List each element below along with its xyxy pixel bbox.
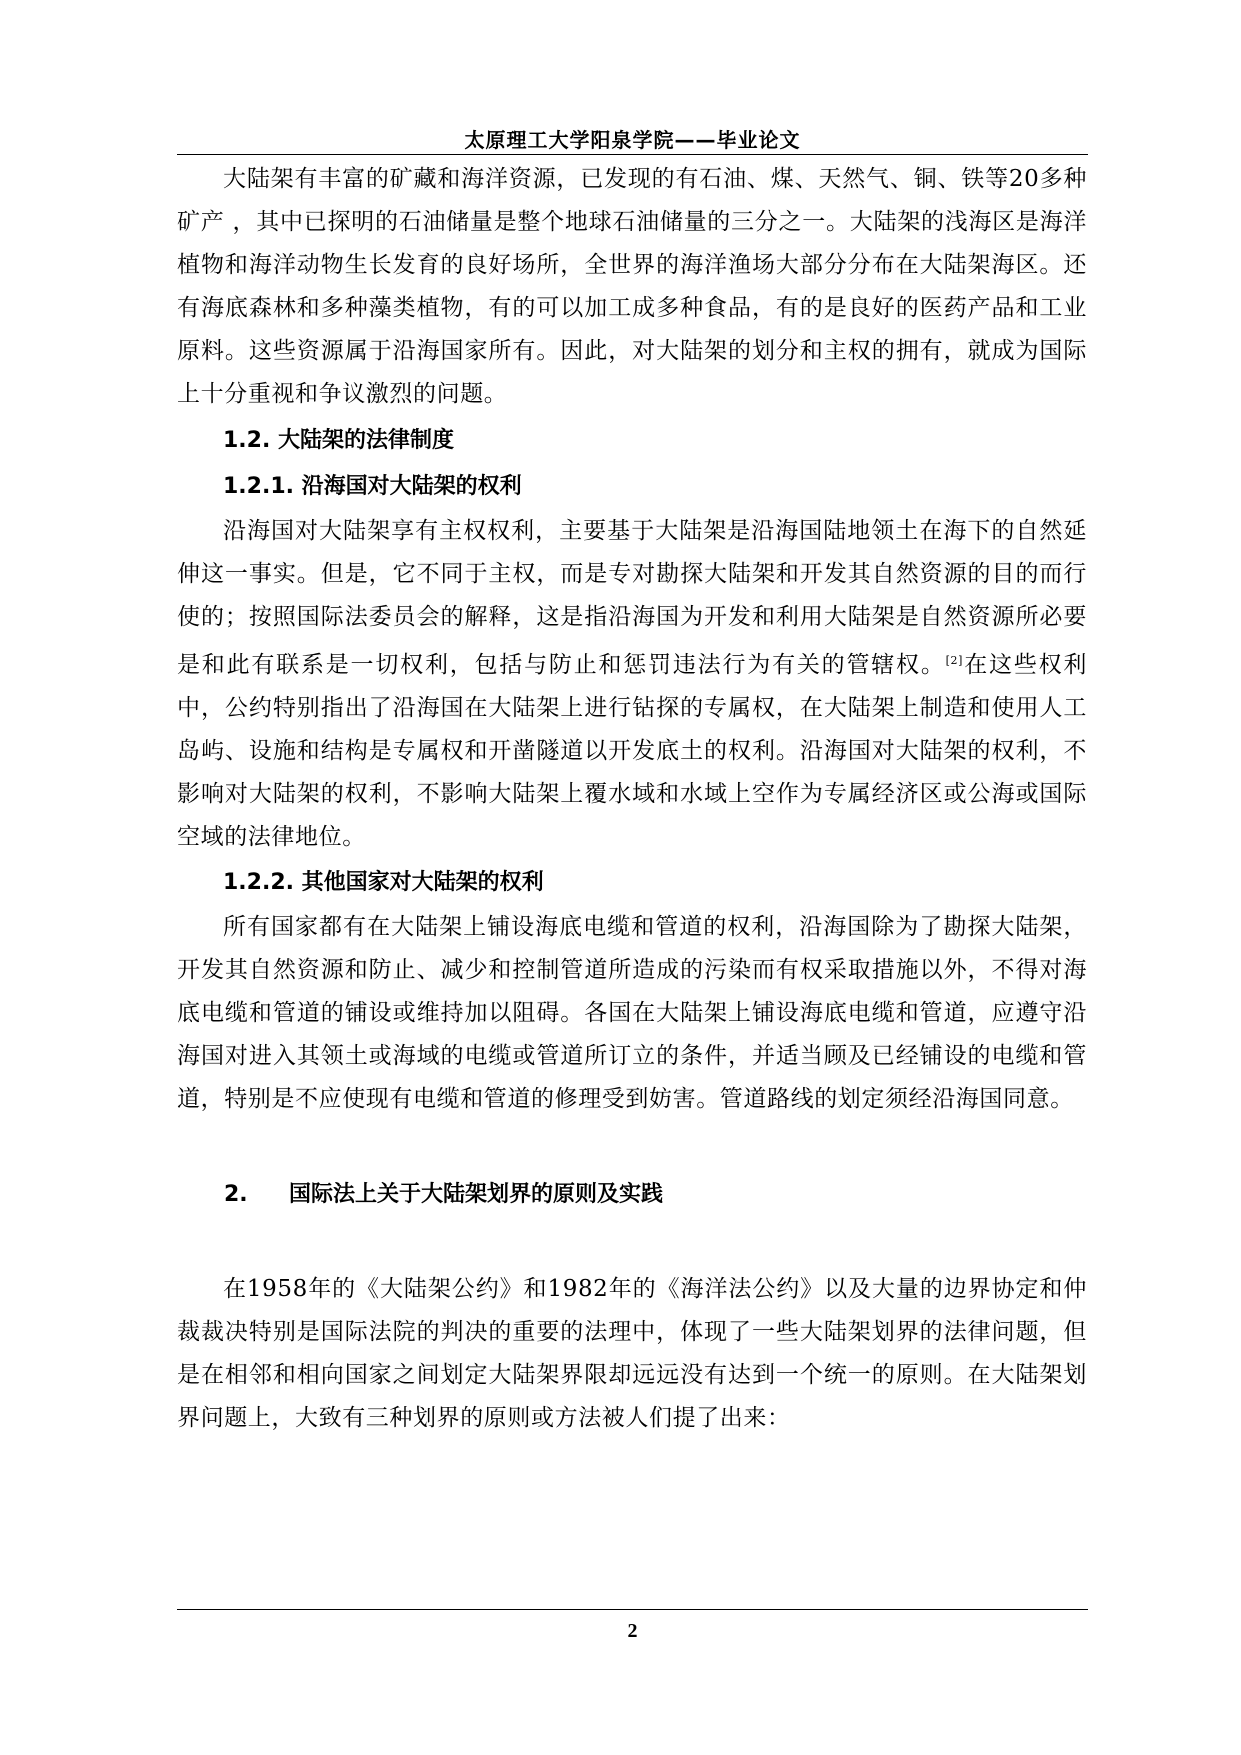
page-number: 2 (627, 1620, 638, 1642)
heading-1-2-2: 1.2.2. 其他国家对大陆架的权利 (223, 870, 544, 895)
paragraph-other-states: 所有国家都有在大陆架上铺设海底电缆和管道的权利，沿海国除为了勘探大陆架，开发其自然资源和防止、减少和控制管道所造成的污染而有权采取措施以外，不得对海底电缆和管道的铺设或维持加以阻碍。各国在大陆架上铺设海底电缆和管道，应遵守沿海国对进入其领土或海域的电缆或管道所订立的条件，并适当顾及已经铺设的电缆和管道，特别是不应使现有电缆和管道的修理受到妨害。管道路线的划定须经沿海国同意。 (177, 914, 1087, 1112)
paragraph-coastal-rights-part1: 沿海国对大陆架享有主权权利，主要基于大陆架是沿海国陆地领土在海下的自然延伸这一事实。但是，它不同于主权，而是专对勘探大陆架和开发其自然资源的目的而行使的；按照国际法委员会的解释，这是指沿海国为开发和利用大陆架是自然资源所必要是和此有联系是一切权利，包括与防止和惩罚违法行为有关的管辖权。 (177, 518, 1087, 678)
section-title: 国际法上关于大陆架划界的原则及实践 (289, 1182, 664, 1207)
paragraph-coastal-rights-part2: 在这些权利中，公约特别指出了沿海国在大陆架上进行钻探的专属权，在大陆架上制造和使用人工岛屿、设施和结构是专属权和开凿隧道以开发底土的权利。沿海国对大陆架的权利，不影响对大陆架的权利，不影响大陆架上覆水域和水域上空作为专属经济区或公海或国际空域的法律地位。 (177, 652, 1088, 850)
paragraph-resources: 大陆架有丰富的矿藏和海洋资源，已发现的有石油、煤、天然气、铜、铁等20多种矿产 ，其中已探明的石油储量是整个地球石油储量的三分之一。大陆架的浅海区是海洋植物和海洋动物生长发育的良好场所，全世界的海洋渔场大部分分布在大陆架海区。还有海底森林和多种藻类植物，有的可以加工成多种食品，有的是良好的医药产品和工业原料。这些资源属于沿海国家所有。因此，对大陆架的划分和主权的拥有，就成为国际上十分重视和争议激烈的问题。 (177, 166, 1087, 407)
header-divider (177, 154, 1088, 155)
heading-1-2: 1.2. 大陆架的法律制度 (223, 428, 454, 453)
section-heading-2 (177, 1173, 1087, 1216)
document-body (177, 158, 1087, 1440)
citation-ref: [2] (945, 654, 964, 667)
footer-divider (177, 1609, 1088, 1610)
paragraph-delimitation: 在1958年的《大陆架公约》和1982年的《海洋法公约》以及大量的边界协定和仲裁裁决特别是国际法院的判决的重要的法理中，体现了一些大陆架划界的法律问题，但是在相邻和相向国家之间划定大陆架界限却远远没有达到一个统一的原则。在大陆架划界问题上，大致有三种划界的原则或方法被人们提了出来： (177, 1276, 1087, 1431)
heading-1-2-1: 1.2.1. 沿海国对大陆架的权利 (223, 474, 522, 499)
paragraph-coastal-rights (177, 510, 1087, 859)
section-number: 2. (224, 1182, 248, 1207)
running-header: 太原理工大学阳泉学院——毕业论文 (464, 128, 801, 152)
